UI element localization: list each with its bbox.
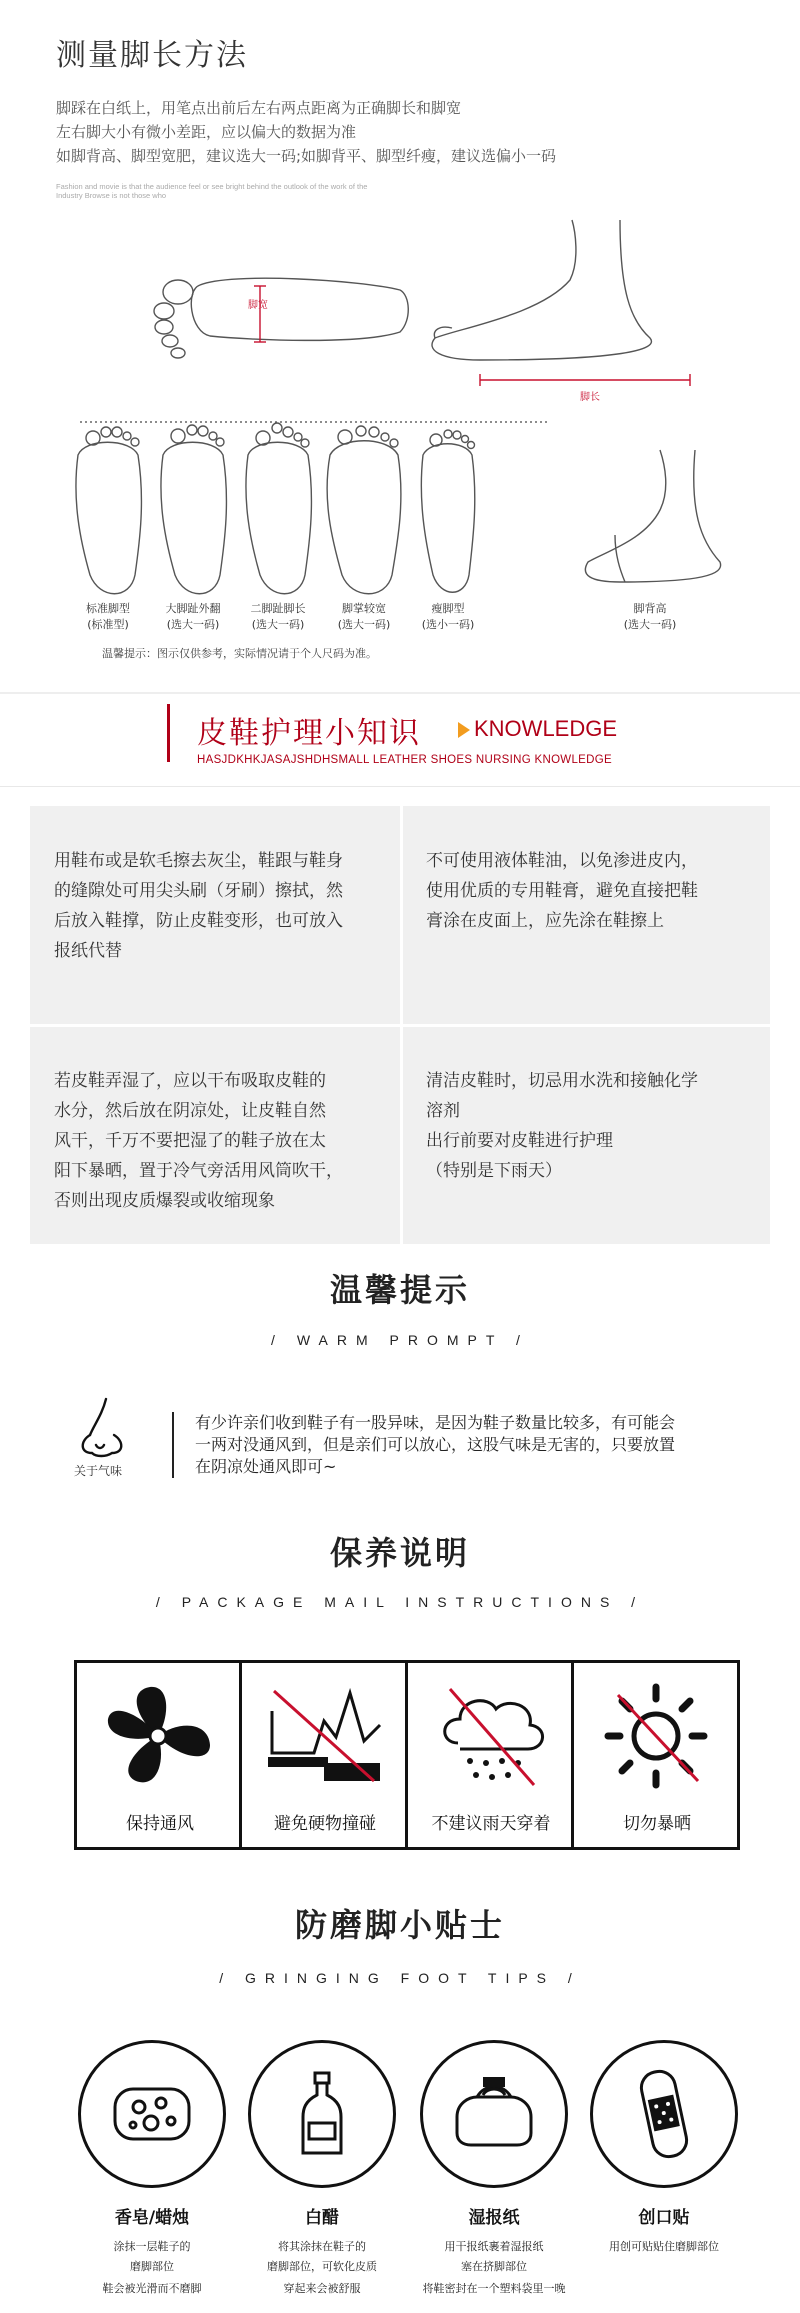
knowledge-line: 溶剂 bbox=[426, 1101, 460, 1121]
tip-detail: 用创可贴贴住磨脚部位 bbox=[609, 2240, 719, 2253]
foot-side-view-icon bbox=[432, 220, 651, 360]
tip-name: 创口贴 bbox=[638, 2208, 690, 2228]
tips-title: 防磨脚小贴士 bbox=[294, 1906, 505, 1944]
knowledge-cell bbox=[426, 1066, 761, 1186]
foot-type-hint: (标准型) bbox=[87, 618, 129, 631]
measure-note: 温馨提示：图示仅供参考，实际情况请于个人尺码为准。 bbox=[102, 647, 377, 660]
tip-name: 白醋 bbox=[305, 2208, 339, 2228]
foot-type-name: 二脚趾脚长 bbox=[250, 602, 306, 615]
grid-divider bbox=[30, 1024, 770, 1027]
care-panel bbox=[74, 1660, 740, 1850]
divider bbox=[172, 1412, 174, 1478]
soap-icon bbox=[105, 2067, 199, 2161]
foot-type-hint: (选大一码) bbox=[337, 618, 391, 631]
knowledge-line: （特别是下雨天） bbox=[426, 1161, 562, 1181]
prompt-line: 有少许亲们收到鞋子有一股异味，是因为鞋子数量比较多，有可能会 bbox=[195, 1413, 676, 1432]
fine-print-line: Fashion and movie is that the audience feel or see bright behind the outlook of the work of the bbox=[56, 182, 368, 191]
knowledge-line: 水分，然后放在阴凉处，让皮鞋自然 bbox=[54, 1101, 326, 1121]
knowledge-grid bbox=[30, 806, 770, 1244]
tip-detail: 鞋会被光滑而不磨脚 bbox=[102, 2282, 202, 2295]
tip-circle bbox=[78, 2040, 226, 2188]
measure-line: 左右脚大小有微小差距，应以偏大的数据为准 bbox=[56, 123, 357, 141]
tip-detail: 用干报纸裹着湿报纸 bbox=[444, 2240, 544, 2253]
fine-print bbox=[56, 182, 416, 200]
vinegar-bottle-icon bbox=[275, 2067, 369, 2161]
measure-line: 如脚背高、脚型宽肥，建议选大一码;如脚背平、脚型纤瘦，建议选偏小一码 bbox=[56, 147, 557, 165]
tip-detail: 塞在挤脚部位 bbox=[461, 2260, 527, 2273]
tip-detail: 将鞋密封在一个塑料袋里一晚 bbox=[422, 2282, 566, 2295]
knowledge-title: 皮鞋护理小知识 bbox=[197, 716, 421, 751]
tip-detail: 磨脚部位，可软化皮质 bbox=[267, 2260, 377, 2273]
knowledge-line: 的缝隙处可用尖头刷（牙刷）擦拭，然 bbox=[54, 881, 343, 901]
prompt-text bbox=[195, 1412, 755, 1478]
knowledge-line: 膏涂在皮面上，应先涂在鞋擦上 bbox=[426, 911, 664, 931]
knowledge-subtitle: HASJDKHKJASAJSHDHSMALL LEATHER SHOES NURSING KNOWLEDGE bbox=[197, 754, 612, 766]
knowledge-line: 不可使用液体鞋油，以免渗进皮内， bbox=[426, 851, 698, 871]
knowledge-cell bbox=[54, 1066, 389, 1216]
tip-circle bbox=[420, 2040, 568, 2188]
knowledge-cell bbox=[54, 846, 389, 966]
care-title: 保养说明 bbox=[329, 1534, 470, 1572]
long-second-toe-foot-icon bbox=[246, 423, 312, 594]
tip-detail: 穿起来会被舒服 bbox=[283, 2282, 361, 2295]
knowledge-line: 清洁皮鞋时，切忌用水洗和接触化学 bbox=[426, 1071, 698, 1091]
accent-bar bbox=[167, 704, 170, 762]
nose-label: 关于气味 bbox=[74, 1464, 123, 1478]
foot-type-hint: (选大一码) bbox=[166, 618, 220, 631]
tip-name: 湿报纸 bbox=[468, 2208, 520, 2228]
prompt-subtitle: / WARM PROMPT / bbox=[271, 1332, 529, 1348]
width-label: 脚宽 bbox=[248, 300, 268, 311]
wide-foot-icon bbox=[327, 426, 401, 594]
wet-paper-icon bbox=[447, 2067, 541, 2161]
measure-line: 脚踩在白纸上，用笔点出前后左右两点距离为正确脚长和脚宽 bbox=[56, 99, 462, 117]
bunion-foot-icon bbox=[161, 425, 227, 594]
tip-detail: 将其涂抹在鞋子的 bbox=[278, 2240, 366, 2253]
prompt-line: 一两对没通风到，但是亲们可以放心，这股气味是无害的，只要放置 bbox=[195, 1435, 676, 1454]
care-subtitle: / PACKAGE MAIL INSTRUCTIONS / bbox=[155, 1594, 645, 1610]
tip-detail: 涂抹一层鞋子的 bbox=[113, 2240, 191, 2253]
knowledge-line: 若皮鞋弄湿了，应以干布吸取皮鞋的 bbox=[54, 1071, 326, 1091]
tip-detail: 磨脚部位 bbox=[130, 2260, 174, 2273]
foot-top-view-icon bbox=[154, 278, 408, 358]
fine-print-line: Industry Browse is not those who bbox=[56, 191, 167, 200]
knowledge-line: 否则出现皮质爆裂或收缩现象 bbox=[54, 1191, 275, 1211]
knowledge-header bbox=[0, 692, 800, 800]
foot-type-name: 瘦脚型 bbox=[431, 602, 465, 615]
slim-foot-icon bbox=[421, 430, 474, 592]
care-label: 避免硬物撞碰 bbox=[274, 1814, 376, 1834]
prompt-line: 在阴凉处通风即可~ bbox=[195, 1457, 337, 1476]
standard-foot-icon bbox=[76, 427, 142, 594]
foot-diagram bbox=[60, 210, 750, 670]
knowledge-title-en: KNOWLEDGE bbox=[474, 716, 618, 741]
tips-subtitle: / GRINGING FOOT TIPS / bbox=[219, 1970, 581, 1986]
foot-type-name: 大脚趾外翻 bbox=[165, 602, 221, 615]
knowledge-line: 阳下暴晒，置于冷气旁活用风筒吹干， bbox=[54, 1161, 343, 1181]
measure-section bbox=[0, 0, 800, 690]
divider bbox=[0, 786, 800, 787]
measure-instructions bbox=[56, 96, 556, 168]
foot-type-hint: (选大一码) bbox=[251, 618, 305, 631]
tip-name: 香皂/蜡烛 bbox=[114, 2208, 190, 2228]
length-label: 脚长 bbox=[580, 392, 600, 403]
no-sun-icon bbox=[596, 1681, 716, 1791]
knowledge-line: 风干，千万不要把湿了的鞋子放在太 bbox=[54, 1131, 326, 1151]
no-hard-object-icon bbox=[264, 1681, 384, 1791]
care-label: 不建议雨天穿着 bbox=[431, 1814, 551, 1834]
high-arch-foot-icon bbox=[585, 450, 720, 582]
bandage-icon bbox=[617, 2067, 711, 2161]
no-rain-icon bbox=[430, 1681, 550, 1791]
triangle-arrow-icon bbox=[458, 722, 470, 738]
tip-circle bbox=[248, 2040, 396, 2188]
knowledge-line: 报纸代替 bbox=[54, 941, 122, 961]
knowledge-cell bbox=[426, 846, 761, 936]
foot-type-name: 标准脚型 bbox=[86, 602, 130, 615]
knowledge-line: 后放入鞋撑，防止皮鞋变形，也可放入 bbox=[54, 911, 343, 931]
fan-icon bbox=[98, 1681, 218, 1791]
knowledge-line: 使用优质的专用鞋膏，避免直接把鞋 bbox=[426, 881, 698, 901]
foot-type-name: 脚背高 bbox=[633, 602, 667, 615]
knowledge-line: 出行前要对皮鞋进行护理 bbox=[426, 1131, 613, 1151]
tip-circle bbox=[590, 2040, 738, 2188]
foot-type-name: 脚掌较宽 bbox=[342, 602, 386, 615]
care-label: 保持通风 bbox=[126, 1814, 194, 1834]
foot-type-hint: (选小一码) bbox=[421, 618, 475, 631]
care-label: 切勿暴晒 bbox=[623, 1814, 691, 1834]
foot-type-hint: (选大一码) bbox=[623, 618, 677, 631]
nose-icon bbox=[72, 1395, 132, 1465]
prompt-title: 温馨提示 bbox=[329, 1271, 470, 1309]
measure-title: 测量脚长方法 bbox=[56, 38, 248, 73]
divider bbox=[0, 692, 800, 694]
knowledge-line: 用鞋布或是软毛擦去灰尘，鞋跟与鞋身 bbox=[54, 851, 343, 871]
